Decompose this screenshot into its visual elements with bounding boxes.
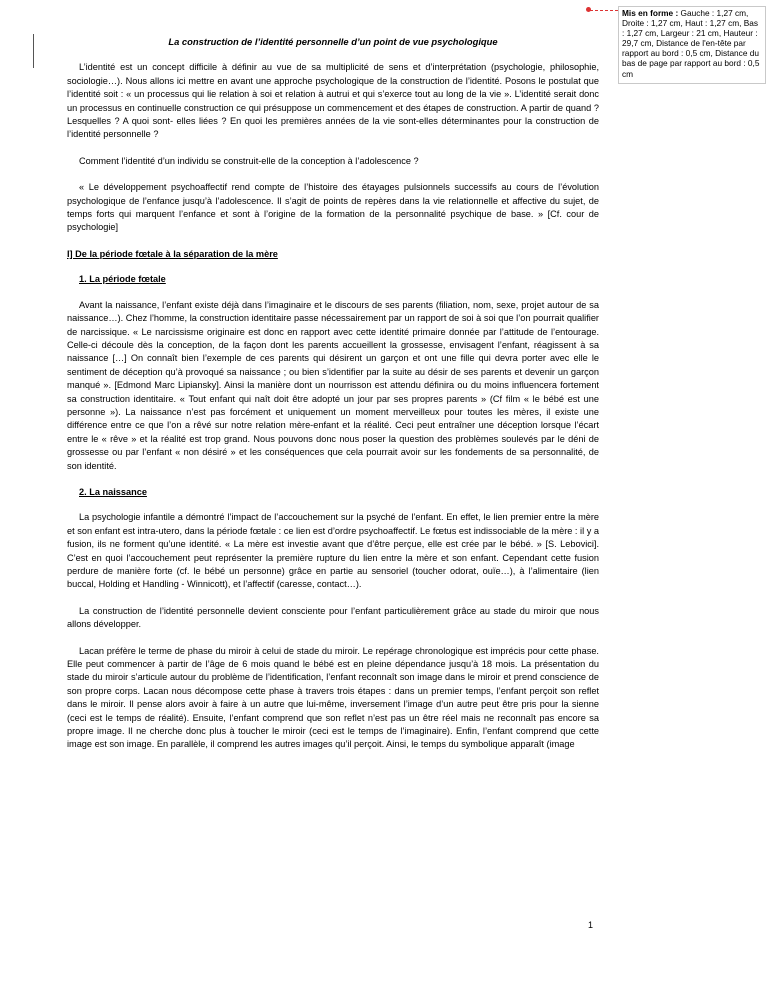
page-number: 1 xyxy=(588,920,594,930)
document-title: La construction de l’identité personnelle d’un point de vue psychologique xyxy=(168,36,498,47)
revision-change-bar xyxy=(33,34,34,68)
comment-label: Mis en forme : xyxy=(622,8,679,18)
birth-paragraph: La psychologie infantile a démontré l’impact de l’accouchement sur la psyché de l’enfant. En effet, le lien premier entre la mère et son enfant est intra-utero, dans la période fœtale : ce lien est d’ordre psychoaffectif. Le fœtus est indissociable de la mère : il y a fusion, ils ne forment qu’une identité. « La mère est investie avant que d’être perçue, elle est crée par le bébé. » [S. Lebovici]. C’est en quoi l’accouchement peut représenter la première rupture du lien entre la mère et son enfant. Cependant cette fusion perdure de manière forte (cf. le bébé un personne) grâce en partie au sensoriel (toucher odorat, ouïe…), à l’alimentaire (lien buccal, Holding et Handling - Winnicott), et l’affectif (caresse, contact…). xyxy=(67,512,599,590)
intro-paragraph: L’identité est un concept difficile à définir au vue de sa multiplicité de sens et d’interprétation (psychologie, philosophie, sociologie…). Nous allons ici mettre en avant une approche psychologique de la construction de l’identité. Posons le postulat que l’identité soit : « un processus qui lie relation à soi et relation à autrui et qui s’exerce tout au long de la vie ». L’identité serait donc un processus en continuelle construction ce qui présuppose un commencement et des étapes de construction. A partir de quand ? Lesquelles ? A quoi sont- elles liées ? En quoi les premières années de la vie sont-elles déterminantes pour la construction de l’identité personnelle ? xyxy=(67,62,599,140)
comment-text: Gauche : 1,27 cm, Droite : 1,27 cm, Haut : 1,27 cm, Bas : 1,27 cm, Largeur : 21 cm, Hauteur : 29,7 cm, Distance de l'en-tête par rapport au bord : 0,5 cm, Distance du bas de page par rapport au bord : 0,5 cm xyxy=(622,8,760,79)
quote-paragraph: « Le développement psychoaffectif rend compte de l’histoire des étayages pulsionnels successifs au cours de l’évolution psychologique de l’enfance jusqu’à l’adolescence. Il s’agit de points de repères dans la vie relationnelle et affective du sujet, de temps forts qui marquent l’enfance et sont à l’origine de la formation de la personnalité psychique de base. » [Cf. cour de psychologie] xyxy=(67,182,599,233)
question-paragraph: Comment l’identité d’un individu se construit-elle de la conception à l’adolescence ? xyxy=(79,155,419,166)
subsection-heading-birth: 2. La naissance xyxy=(79,486,147,497)
subsection-heading-fetal: 1. La période fœtale xyxy=(79,274,166,285)
section-heading-1: I] De la période fœtale à la séparation de la mère xyxy=(67,248,278,259)
document-body xyxy=(67,33,599,765)
lacan-paragraph: Lacan préfère le terme de phase du miroir à celui de stade du miroir. Le repérage chronologique est imprécis pour cette phase. Elle peut commencer à partir de l’âge de 6 mois quand le bébé est en pleine dépendance jusqu’à 18 mois. La présentation du stade du miroir s’articule autour du problème de l’identification, l’enfant reconnaît son image dans le miroir et prend conscience de son propre corps. Lacan nous décompose cette phase à travers trois étapes : dans un premier temps, l’enfant perçoit son reflet dans le miroir. Il pense alors avoir à faire à un autre que lui-même, inversement l’image d’un autre peut être pris pour la sienne (ceci est le temps de réalité). Ensuite, l’enfant comprend que son reflet n’est pas un être réel mais ne reconnaît pas encore sa propre image. Il ne cherche donc plus à toucher le miroir (ceci est le temps de l’imaginaire). Enfin, l’enfant comprend que cette image est son image. En parallèle, il comprend les autres images qu’il perçoit. Ainsi, le temps du symbolique apparaît (image xyxy=(67,645,599,750)
fetal-period-paragraph: Avant la naissance, l’enfant existe déjà dans l’imaginaire et le discours de ses parents (filiation, nom, sexe, projet autour de sa naissance…). Chez l’homme, la construction identitaire passe nécessairement par un rapport de soi à soi que l’on pourrait qualifier de narcissique. « Le narcissisme originaire est donc en rapport avec cette identité primaire donnée par l’attitude de l’entourage. Celle-ci découle dès la conception, de la façon dont les parents accueillent la grossesse, envisagent l’enfant, réagissent à sa naissance […] On connaît bien l’exemple de ces parents qui désirent un garçon et ont une fille qui devra porter avec elle le sentiment de déception qu’à provoqué sa naissance ; ou bien s’identifier par la suite au désir de ses parents et devenir un garçon manqué ». [Edmond Marc Lipiansky]. Ainsi la manière dont un nourrisson est attendu définira ou du moins influencera fortement sa construction identitaire. « Tout enfant qui naît doit être adopté un jour par ses propres parents » (Cf film « le bébé est une personne »). La naissance n’est pas forcément et uniquement un moment merveilleux pour toutes les mères, il existe une différence entre ce que l’on a rêvé sur notre relation mère-enfant et la réalité. Ceci peut entraîner une déception lorsque l’écart entre le « rêve » et la réalité est trop grand. Nous pouvons donc nous poser la question des problèmes soulevés par le déni de grossesse ou par l’enfant « non désiré » et les conséquences que cela pourrait avoir sur les fondements de sa personnalité, de son identité. xyxy=(67,299,599,471)
comment-connector-line xyxy=(590,10,618,11)
mirror-intro-paragraph: La construction de l’identité personnelle devient consciente pour l’enfant particulièrement grâce au stade du miroir que nous allons développer. xyxy=(67,605,599,630)
format-comment-balloon[interactable] xyxy=(618,6,766,84)
